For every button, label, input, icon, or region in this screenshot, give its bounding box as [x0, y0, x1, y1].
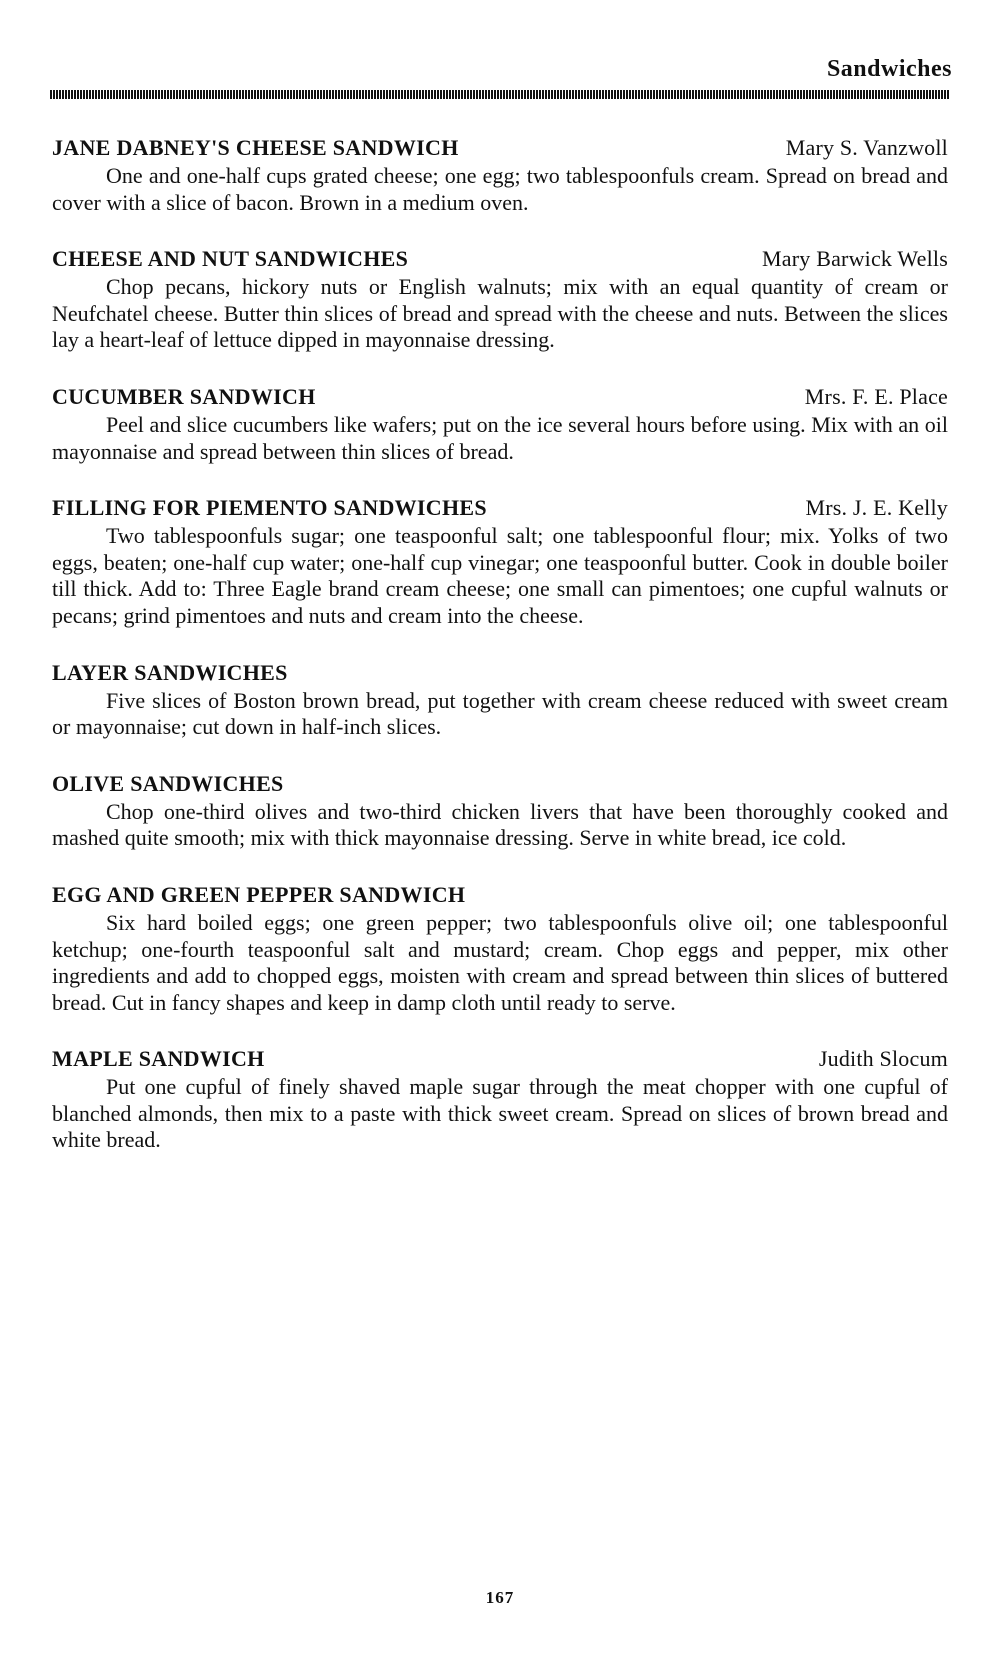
recipe-heading: [52, 382, 948, 412]
recipe-author: Mary Barwick Wells: [762, 246, 948, 272]
recipe-heading: [52, 133, 948, 163]
recipe-title: EGG AND GREEN PEPPER SANDWICH: [52, 881, 466, 907]
recipe-layer-sandwiches: [52, 658, 948, 741]
recipe-title: LAYER SANDWICHES: [52, 659, 288, 685]
page-number: 167: [485, 1588, 515, 1607]
recipe-title: MAPLE SANDWICH: [52, 1046, 265, 1072]
recipe-jane-dabneys-cheese-sandwich: [52, 133, 948, 216]
recipe-author: Mrs. J. E. Kelly: [805, 495, 948, 521]
recipe-egg-and-green-pepper-sandwich: [52, 880, 948, 1016]
header-rule: [50, 90, 950, 99]
recipe-title: JANE DABNEY'S CHEESE SANDWICH: [52, 135, 459, 160]
recipe-cucumber-sandwich: [52, 382, 948, 465]
recipe-text: Put one cupful of finely shaved maple sugar through the meat chopper with one cupful of blanched almonds, then mix to a paste with thick sweet cream. Spread on slices of brown bread and white bread.: [52, 1074, 948, 1153]
book-page: [52, 52, 952, 1652]
recipe-text: Six hard boiled eggs; one green pepper; two tablespoonfuls olive oil; one tablespoonful ketchup; one-fourth teaspoonful salt and mustard; cream. Chop eggs and pepper, mix other ingredients and add to chopped eggs, moisten with cream and spread between thin slices of buttered bread. Cut in fancy shapes and keep in damp cloth until ready to serve.: [52, 909, 948, 1015]
recipe-maple-sandwich: [52, 1044, 948, 1154]
recipe-olive-sandwiches: [52, 769, 948, 852]
recipe-heading: [52, 1044, 948, 1074]
recipe-title: CHEESE AND NUT SANDWICHES: [52, 246, 409, 272]
recipe-heading: [52, 244, 948, 274]
recipe-heading: [52, 880, 948, 910]
running-head: Sandwiches: [826, 56, 952, 82]
recipe-title: OLIVE SANDWICHES: [52, 770, 284, 796]
recipe-text: Five slices of Boston brown bread, put together with cream cheese reduced with sweet cream or mayonnaise; cut down in half-inch slices.: [52, 687, 948, 740]
recipe-title: CUCUMBER SANDWICH: [52, 383, 316, 409]
recipe-text: One and one-half cups grated cheese; one egg; two tablespoonfuls cream. Spread on bread and cover with a slice of bacon. Brown in a medium oven.: [52, 163, 948, 215]
recipe-author: Mary S. Vanzwoll: [785, 135, 948, 160]
recipe-cheese-and-nut-sandwiches: [52, 244, 948, 354]
recipe-text: Chop one-third olives and two-third chicken livers that have been thoroughly cooked and mashed quite smooth; mix with thick mayonnaise dressing. Serve in white bread, ice cold.: [52, 798, 948, 851]
recipe-text: Chop pecans, hickory nuts or English walnuts; mix with an equal quantity of cream or Neufchatel cheese. Butter thin slices of bread and spread with the cheese and nuts. Between the slices lay a heart-leaf of lettuce dipped in mayonnaise dressing.: [52, 274, 948, 353]
recipe-author: Mrs. F. E. Place: [804, 383, 948, 409]
recipe-text: Two tablespoonfuls sugar; one teaspoonful salt; one tablespoonful flour; mix. Yolks of two eggs, beaten; one-half cup water; one-half cup vinegar; one teaspoonful butter. Cook in double boiler till thick. Add to: Three Eagle brand cream cheese; one small can pimentoes; one cupful walnuts or pecans; grind pimentoes and nuts and cream into the cheese.: [52, 523, 948, 628]
recipe-filling-for-piemento-sandwiches: [52, 493, 948, 629]
recipe-heading: [52, 769, 948, 799]
recipe-author: Judith Slocum: [818, 1046, 948, 1072]
recipe-text: Peel and slice cucumbers like wafers; put on the ice several hours before using. Mix with an oil mayonnaise and spread between thin slices of bread.: [52, 411, 948, 464]
recipe-heading: [52, 658, 948, 688]
recipe-title: FILLING FOR PIEMENTO SANDWICHES: [52, 495, 487, 521]
recipe-heading: [52, 493, 948, 523]
